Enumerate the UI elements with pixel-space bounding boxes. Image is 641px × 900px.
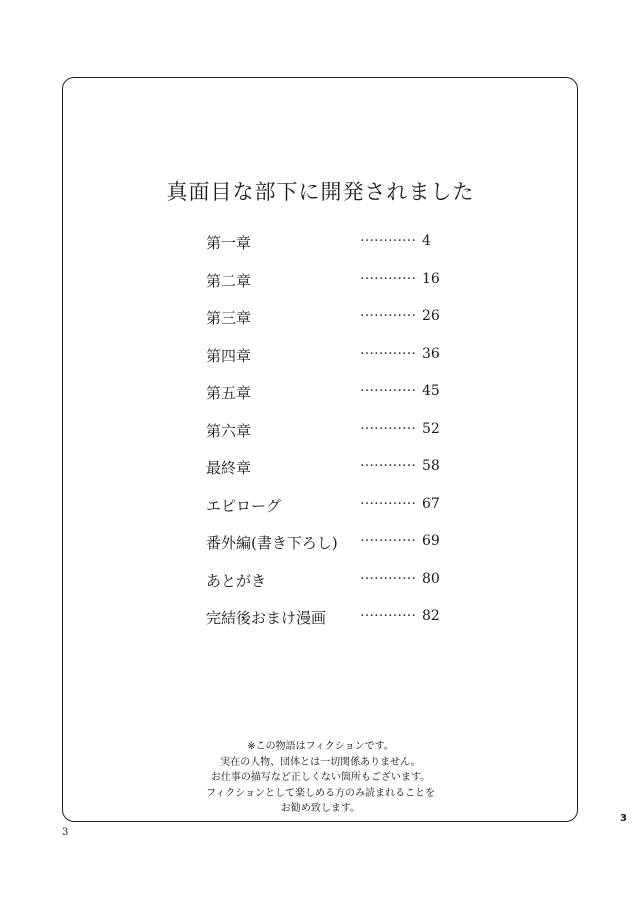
toc-page-number: 58	[422, 458, 440, 474]
toc-entry[interactable]	[206, 601, 466, 639]
disclaimer-line: 実在の人物、団体とは一切関係ありません。	[220, 756, 421, 768]
toc-entry[interactable]	[206, 226, 466, 264]
disclaimer-line: フィクションとして楽しめる方のみ読まれることを	[206, 787, 435, 799]
toc-page-number: 4	[422, 233, 431, 249]
toc-page-number: 80	[422, 570, 440, 587]
toc-entry[interactable]	[206, 564, 466, 602]
toc-leader-dots: …………	[360, 341, 416, 358]
toc-page-number: 69	[422, 533, 440, 549]
toc-entry-label: 第六章	[206, 421, 252, 440]
page-number-left: 3	[62, 827, 69, 838]
toc-page-number: 67	[422, 495, 440, 512]
toc-entry[interactable]	[206, 414, 466, 452]
toc-leader-dots: …………	[360, 529, 416, 545]
toc-entry-label: 番外編(書き下ろし)	[206, 534, 338, 552]
fiction-disclaimer	[0, 739, 641, 817]
toc-entry[interactable]	[206, 526, 466, 564]
toc-page-number: 82	[422, 608, 440, 624]
disclaimer-line: お勧め致します。	[280, 803, 361, 814]
toc-leader-dots: …………	[360, 454, 416, 470]
toc-leader-dots: …………	[360, 416, 416, 433]
toc-leader-dots: …………	[360, 604, 416, 620]
toc-leader-dots: …………	[360, 379, 416, 395]
toc-page-number: 36	[422, 345, 440, 362]
toc-entry[interactable]	[206, 489, 466, 527]
book-title: 真面目な部下に開発されました	[166, 180, 475, 204]
page-number-right: 3	[620, 813, 627, 824]
toc-page-number: 26	[422, 308, 440, 324]
toc-leader-dots: …………	[360, 266, 416, 283]
toc-leader-dots: …………	[360, 491, 416, 508]
toc-entry[interactable]	[206, 301, 466, 339]
disclaimer-line: お仕事の描写など正しくない箇所もございます。	[210, 772, 431, 783]
toc-entry-label: 第五章	[206, 384, 252, 402]
toc-leader-dots: …………	[360, 304, 416, 320]
toc-entry-label: エピローグ	[206, 496, 282, 515]
toc-entry-label: 第二章	[206, 271, 252, 290]
toc-entry-label: 最終章	[206, 459, 252, 477]
toc-entry[interactable]	[206, 339, 466, 377]
toc-leader-dots: …………	[360, 229, 416, 245]
toc-entry-label: あとがき	[206, 571, 267, 590]
toc-page-number: 52	[422, 420, 440, 437]
toc-entry[interactable]	[206, 451, 466, 489]
toc-leader-dots: …………	[360, 566, 416, 583]
disclaimer-line: ※この物語はフィクションです。	[247, 741, 394, 752]
toc-entry-label: 第四章	[206, 346, 252, 365]
toc-page-number: 16	[422, 270, 440, 287]
toc-entry[interactable]	[206, 376, 466, 414]
toc-entry-label: 完結後おまけ漫画	[206, 609, 327, 627]
toc-page-number: 45	[422, 383, 440, 399]
toc-entry[interactable]	[206, 264, 466, 302]
toc-entry-label: 第三章	[206, 309, 252, 327]
table-of-contents	[206, 226, 466, 639]
toc-entry-label: 第一章	[206, 234, 252, 252]
